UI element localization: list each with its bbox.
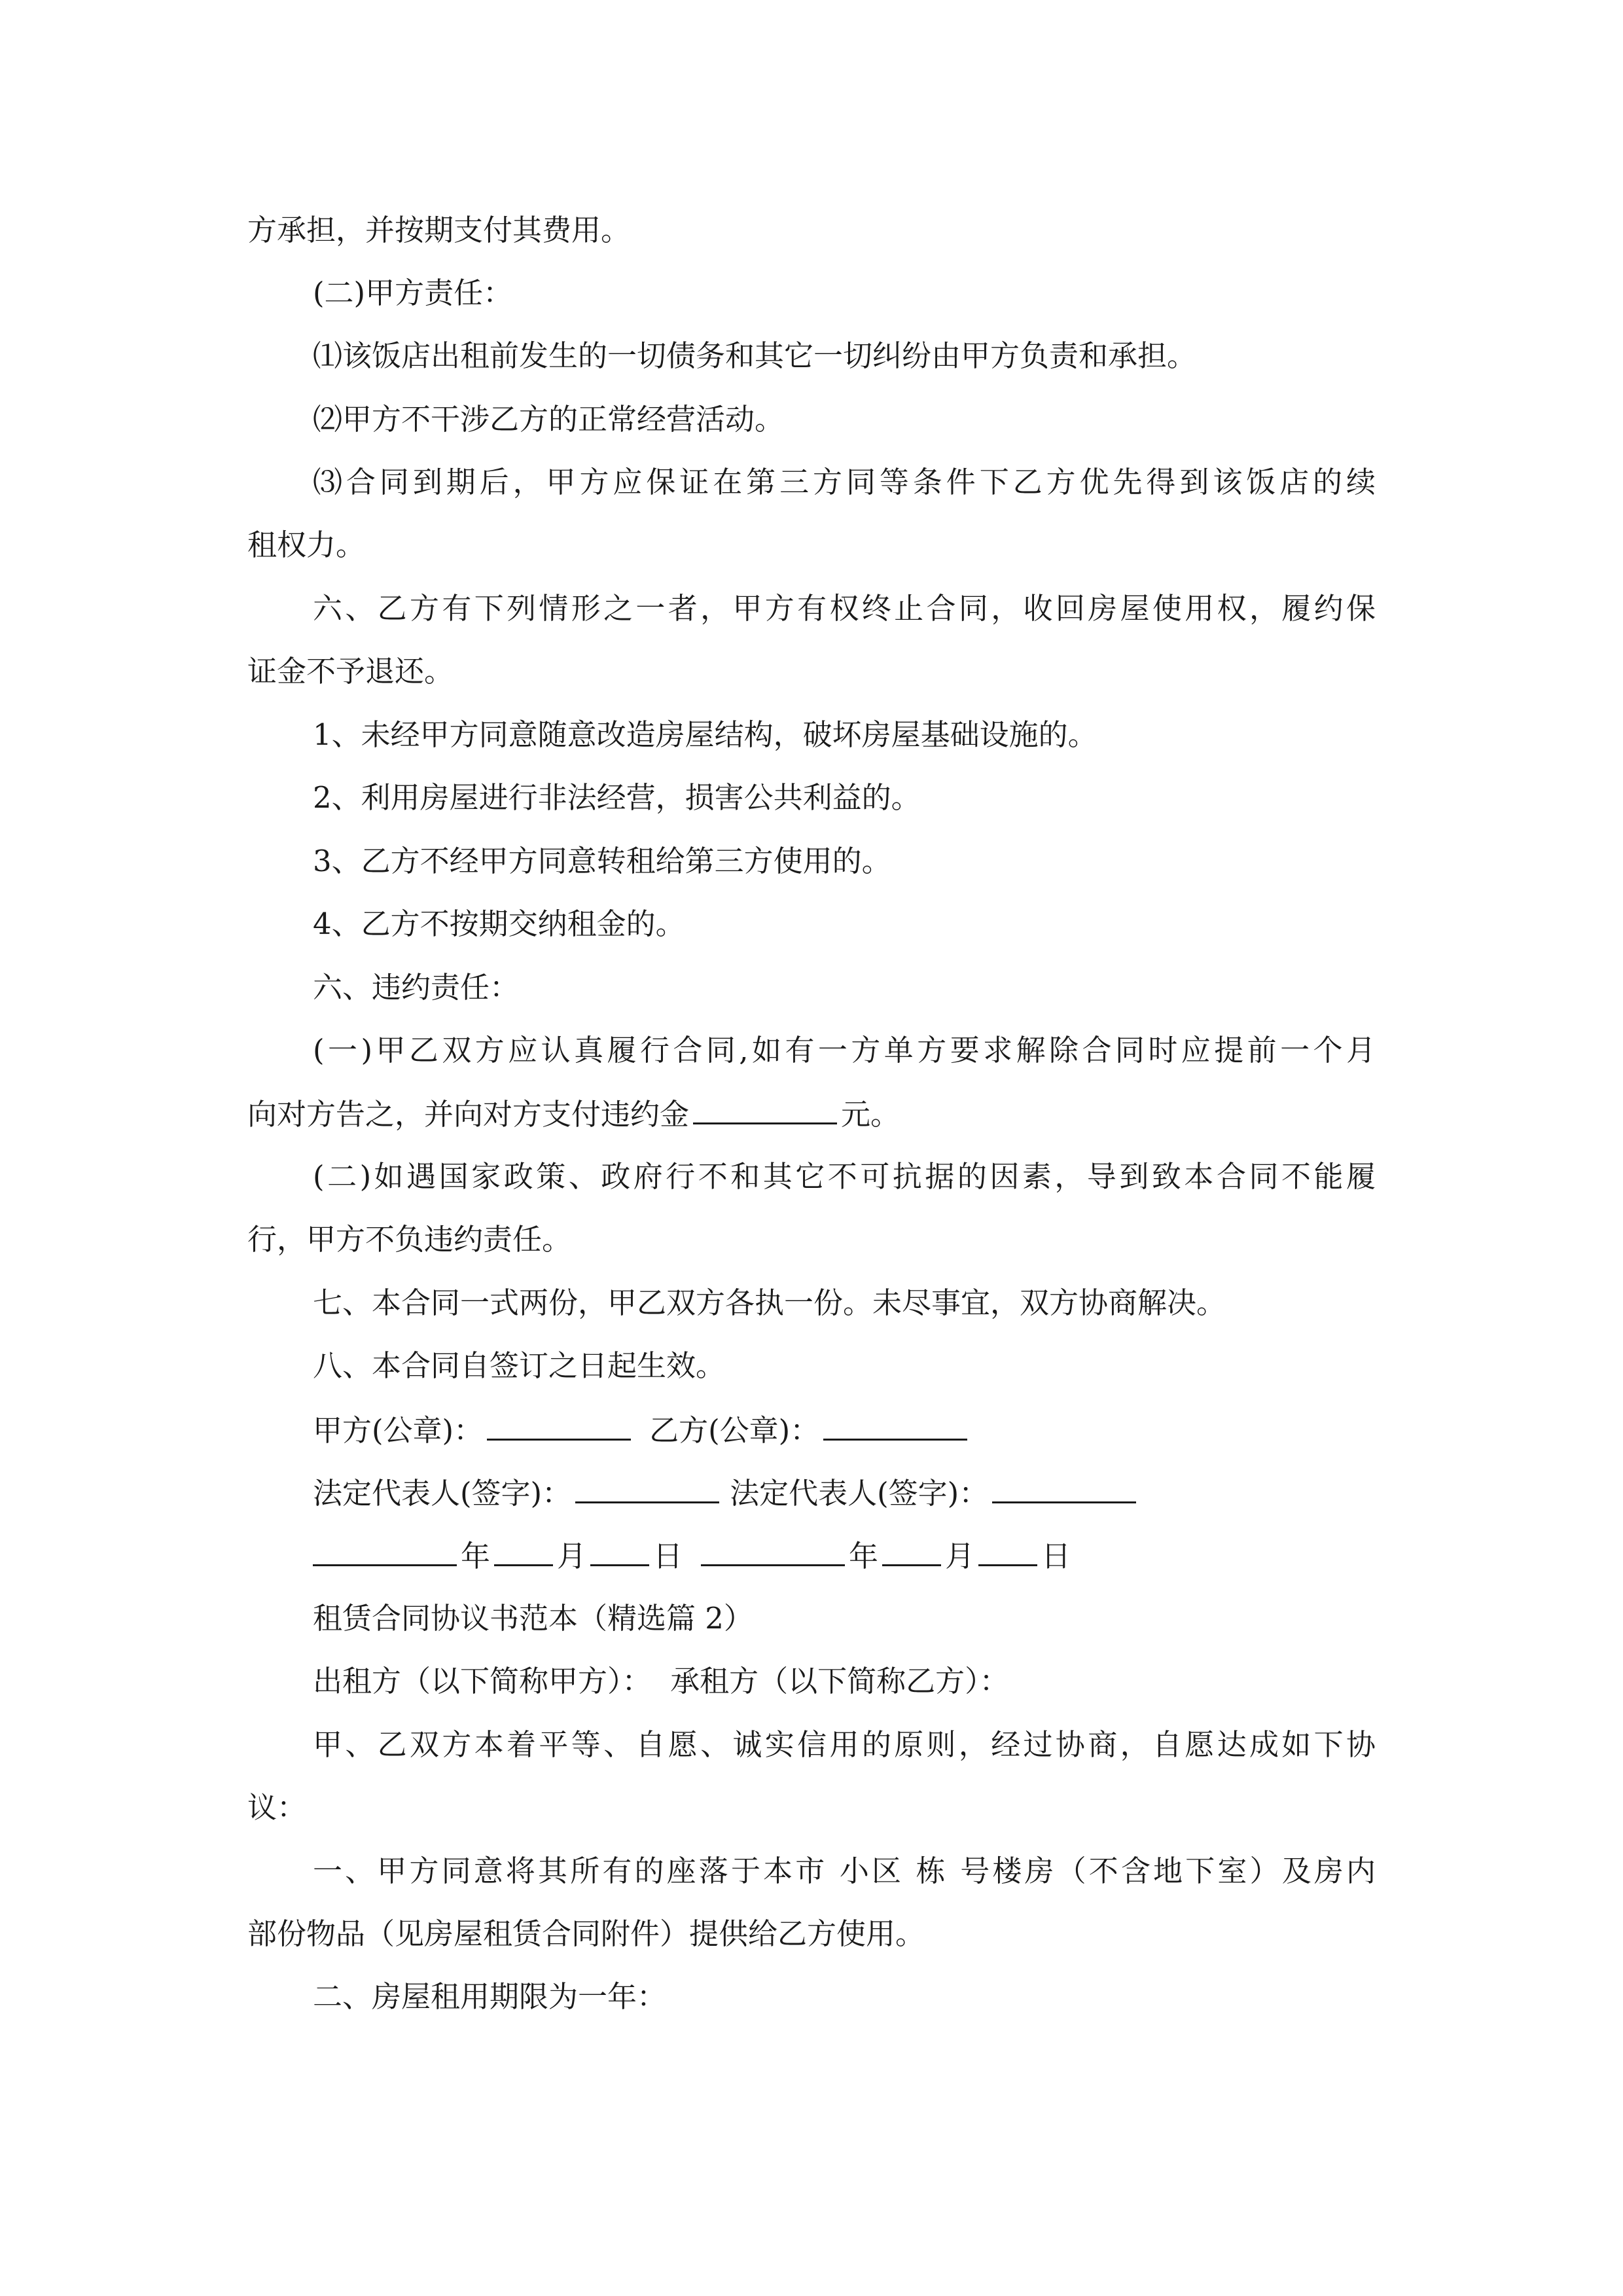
- text-line: 行，甲方不负违约责任。: [247, 1222, 572, 1257]
- text-line: 一、甲方同意将其所有的座落于本市 小区 栋 号楼房（不含地下室）及房内: [313, 1854, 1376, 1888]
- text-line: 证金不予退还。: [247, 654, 454, 689]
- text-line: (一)甲乙双方应认真履行合同,如有一方单方要求解除合同时应提前一个月: [313, 1033, 1376, 1067]
- year-a-blank: [313, 1535, 457, 1566]
- rep-a-label: 法定代表人(签字)：: [313, 1476, 572, 1511]
- party-line: 出租方（以下简称甲方）： 承租方（以下简称乙方）：: [313, 1664, 1009, 1698]
- year-b-label: 年: [849, 1539, 879, 1573]
- text-line: 租权力。: [247, 528, 366, 562]
- list-item: 2、利用房屋进行非法经营，损害公共利益的。: [313, 780, 921, 815]
- text-line: 八、本合同自签订之日起生效。: [313, 1348, 726, 1383]
- year-b-blank: [701, 1535, 845, 1566]
- list-item: 3、乙方不经甲方同意转租给第三方使用的。: [313, 844, 891, 878]
- month-a-label: 月: [557, 1539, 587, 1573]
- rep-b-label: 法定代表人(签字)：: [730, 1476, 989, 1511]
- list-item: 1、未经甲方同意随意改造房屋结构，破坏房屋基础设施的。: [313, 717, 1097, 752]
- section-heading: 六、违约责任：: [313, 970, 520, 1005]
- text-line: 六、乙方有下列情形之一者，甲方有权终止合同，收回房屋使用权，履约保: [313, 591, 1376, 626]
- document-title: 租赁合同协议书范本（精选篇 2）: [313, 1601, 753, 1636]
- rep-b-blank: [992, 1473, 1136, 1503]
- section-heading: (二)甲方责任：: [313, 276, 513, 310]
- rep-a-blank: [575, 1473, 719, 1503]
- text-line: (二)如遇国家政策、政府行不和其它不可抗据的因素，导到致本合同不能履: [313, 1159, 1376, 1194]
- text-line: 甲、乙双方本着平等、自愿、诚实信用的原则，经过协商，自愿达成如下协: [313, 1727, 1376, 1762]
- day-b-blank: [978, 1535, 1037, 1566]
- month-b-label: 月: [945, 1539, 975, 1573]
- party-a-seal-blank: [487, 1410, 631, 1441]
- text-line: ⑶合同到期后，甲方应保证在第三方同等条件下乙方优先得到该饭店的续: [313, 465, 1376, 499]
- date-line: [313, 1535, 1623, 1576]
- penalty-amount-blank: [693, 1094, 837, 1124]
- text-line: 部份物品（见房屋租赁合同附件）提供给乙方使用。: [247, 1916, 925, 1951]
- month-b-blank: [882, 1535, 941, 1566]
- party-b-seal-blank: [823, 1410, 967, 1441]
- text-line: 七、本合同一式两份，甲乙双方各执一份。未尽事宜，双方协商解决。: [313, 1285, 1226, 1320]
- text-line: ⑵甲方不干涉乙方的正常经营活动。: [313, 402, 785, 437]
- day-a-blank: [590, 1535, 649, 1566]
- list-item: 4、乙方不按期交纳租金的。: [313, 906, 685, 941]
- party-b-seal-label: 乙方(公章)：: [649, 1413, 820, 1448]
- year-a-label: 年: [461, 1539, 491, 1573]
- text-line: ⑴该饭店出租前发生的一切债务和其它一切纠纷由甲方负责和承担。: [313, 338, 1197, 373]
- representative-line: [313, 1473, 1623, 1513]
- text-line: 二、房屋租用期限为一年：: [313, 1979, 667, 2014]
- seal-line: [313, 1410, 1623, 1450]
- text-line: 方承担，并按期支付其费用。: [247, 213, 631, 247]
- penalty-suffix: 元。: [841, 1097, 901, 1132]
- penalty-prefix: 向对方告之，并向对方支付违约金: [247, 1097, 690, 1132]
- penalty-line: [247, 1094, 1623, 1134]
- month-a-blank: [494, 1535, 553, 1566]
- text-line: 议：: [247, 1790, 307, 1825]
- day-a-label: 日: [653, 1539, 683, 1573]
- party-a-seal-label: 甲方(公章)：: [313, 1413, 484, 1448]
- day-b-label: 日: [1041, 1539, 1071, 1573]
